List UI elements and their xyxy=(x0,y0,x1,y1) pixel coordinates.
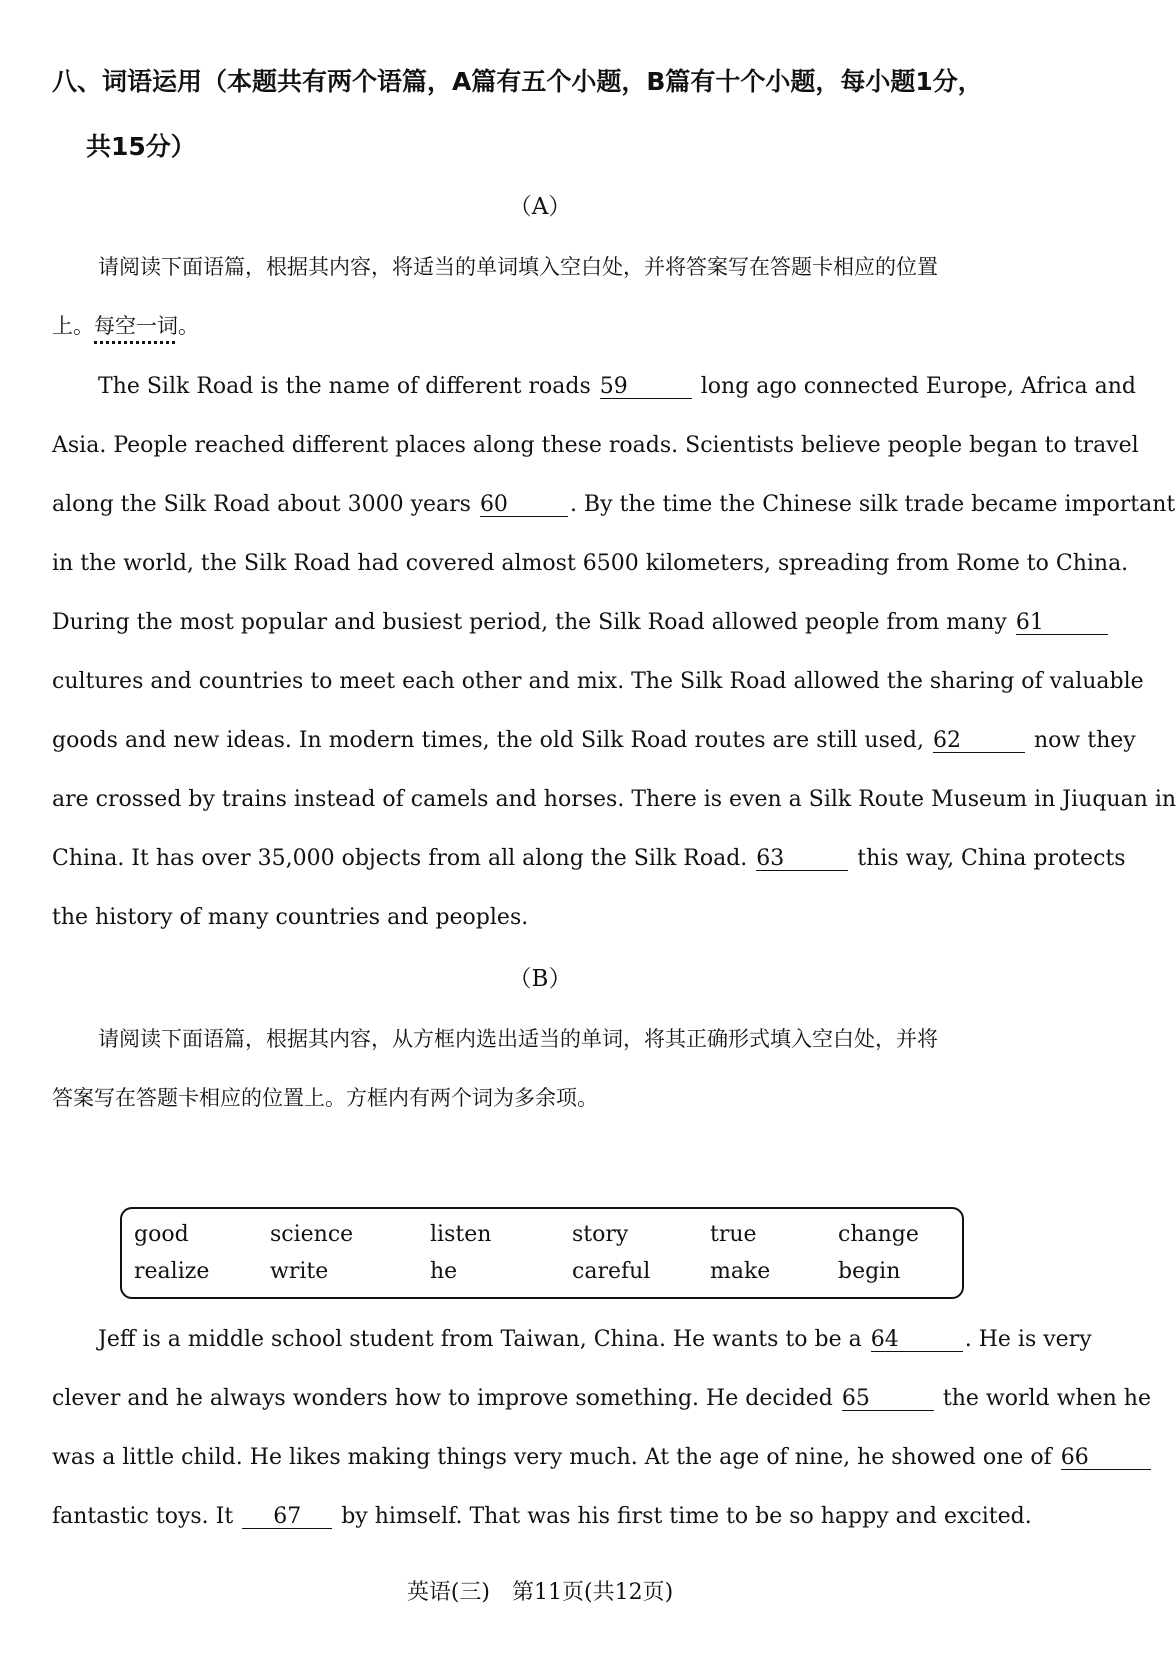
passage-line xyxy=(52,610,1044,636)
line-text: China. It has over 35,000 objects from all along the Silk Road. xyxy=(52,846,748,871)
answer-blank-65[interactable]: 65 xyxy=(842,1388,934,1411)
passage-line xyxy=(52,728,1136,754)
passage-line xyxy=(52,1386,1151,1412)
part-a-instruction: 请阅读下面语篇，根据其内容，将适当的单词填入空白处，并将答案写在答题卡相应的位置 xyxy=(98,255,938,279)
part-b-label: （B） xyxy=(508,966,572,992)
line-text: . By the time the Chinese silk trade became important xyxy=(569,492,1176,517)
word-box-item: write xyxy=(270,1259,329,1284)
answer-blank-66[interactable]: 66 xyxy=(1061,1447,1151,1470)
part-b-instruction: 请阅读下面语篇，根据其内容，从方框内选出适当的单词，将其正确形式填入空白处，并将 xyxy=(98,1027,938,1051)
word-box-item: he xyxy=(430,1259,458,1284)
section-heading: 八、词语运用（本题共有两个语篇，A篇有五个小题，B篇有十个小题，每小题1分， xyxy=(52,67,983,96)
word-box-item: make xyxy=(710,1259,771,1284)
line-text: this way, China protects xyxy=(857,846,1126,871)
line-text: long ago connected Europe, Africa and xyxy=(700,374,1136,399)
passage-line xyxy=(52,1445,1089,1471)
passage-line: the history of many countries and peoples. xyxy=(52,905,529,930)
word-box-item: listen xyxy=(430,1222,492,1247)
word-box-item: good xyxy=(134,1222,189,1247)
part-b-instruction-cont: 答案写在答题卡相应的位置上。方框内有两个词为多余项。 xyxy=(52,1086,598,1110)
word-box-item: realize xyxy=(134,1259,210,1284)
word-box xyxy=(120,1207,964,1299)
answer-blank-62[interactable]: 62 xyxy=(933,730,1025,753)
passage-line xyxy=(98,374,1136,400)
line-text: the world when he xyxy=(942,1386,1151,1411)
passage-line xyxy=(98,1327,1092,1353)
word-box-item: begin xyxy=(838,1259,901,1284)
line-text: . He is very xyxy=(964,1327,1092,1352)
instruction-text: 。 xyxy=(178,314,199,338)
passage-line xyxy=(52,1504,1037,1530)
passage-line xyxy=(52,492,1176,518)
line-text: goods and new ideas. In modern times, the old Silk Road routes are still used, xyxy=(52,728,924,753)
line-text: was a little child. He likes making things very much. At the age of nine, he showed one of xyxy=(52,1445,1052,1470)
word-box-item: true xyxy=(710,1222,757,1247)
emphasis-text: 每空一词 xyxy=(94,314,178,338)
passage-line: Asia. People reached different places along these roads. Scientists believe people began to travel xyxy=(52,433,1139,458)
word-box-item: careful xyxy=(572,1259,651,1284)
part-a-instruction-cont xyxy=(52,313,1037,339)
line-text: now they xyxy=(1033,728,1136,753)
word-box-item: science xyxy=(270,1222,354,1247)
passage-line: cultures and countries to meet each other and mix. The Silk Road allowed the sharing of valuable xyxy=(52,669,1144,694)
instruction-text: 上。 xyxy=(52,314,94,338)
answer-blank-67[interactable]: 67 xyxy=(242,1506,332,1529)
answer-blank-59[interactable]: 59 xyxy=(600,376,692,399)
word-box-item: change xyxy=(838,1222,919,1247)
line-text: During the most popular and busiest period, the Silk Road allowed people from many xyxy=(52,610,1007,635)
section-heading-cont: 共15分） xyxy=(86,132,196,161)
answer-blank-63[interactable]: 63 xyxy=(756,848,848,871)
word-box-item: story xyxy=(572,1222,629,1247)
page-footer: 英语(三) 第11页(共12页) xyxy=(406,1580,674,1605)
part-a-label: （A） xyxy=(508,194,572,220)
line-text: fantastic toys. It xyxy=(52,1504,234,1529)
line-text: along the Silk Road about 3000 years xyxy=(52,492,471,517)
answer-blank-61[interactable]: 61 xyxy=(1016,612,1108,635)
passage-line: are crossed by trains instead of camels and horses. There is even a Silk Route Museum in Jiuquan in xyxy=(52,787,1176,812)
passage-line xyxy=(52,846,1126,872)
answer-blank-60[interactable]: 60 xyxy=(480,494,568,517)
line-text: by himself. That was his first time to be so happy and excited. xyxy=(341,1504,1032,1529)
passage-line: in the world, the Silk Road had covered almost 6500 kilometers, spreading from Rome to China. xyxy=(52,551,1129,576)
line-text: The Silk Road is the name of different roads xyxy=(98,374,591,399)
answer-blank-64[interactable]: 64 xyxy=(871,1329,963,1352)
line-text: clever and he always wonders how to improve something. He decided xyxy=(52,1386,833,1411)
line-text: Jeff is a middle school student from Taiwan, China. He wants to be a xyxy=(98,1327,862,1352)
